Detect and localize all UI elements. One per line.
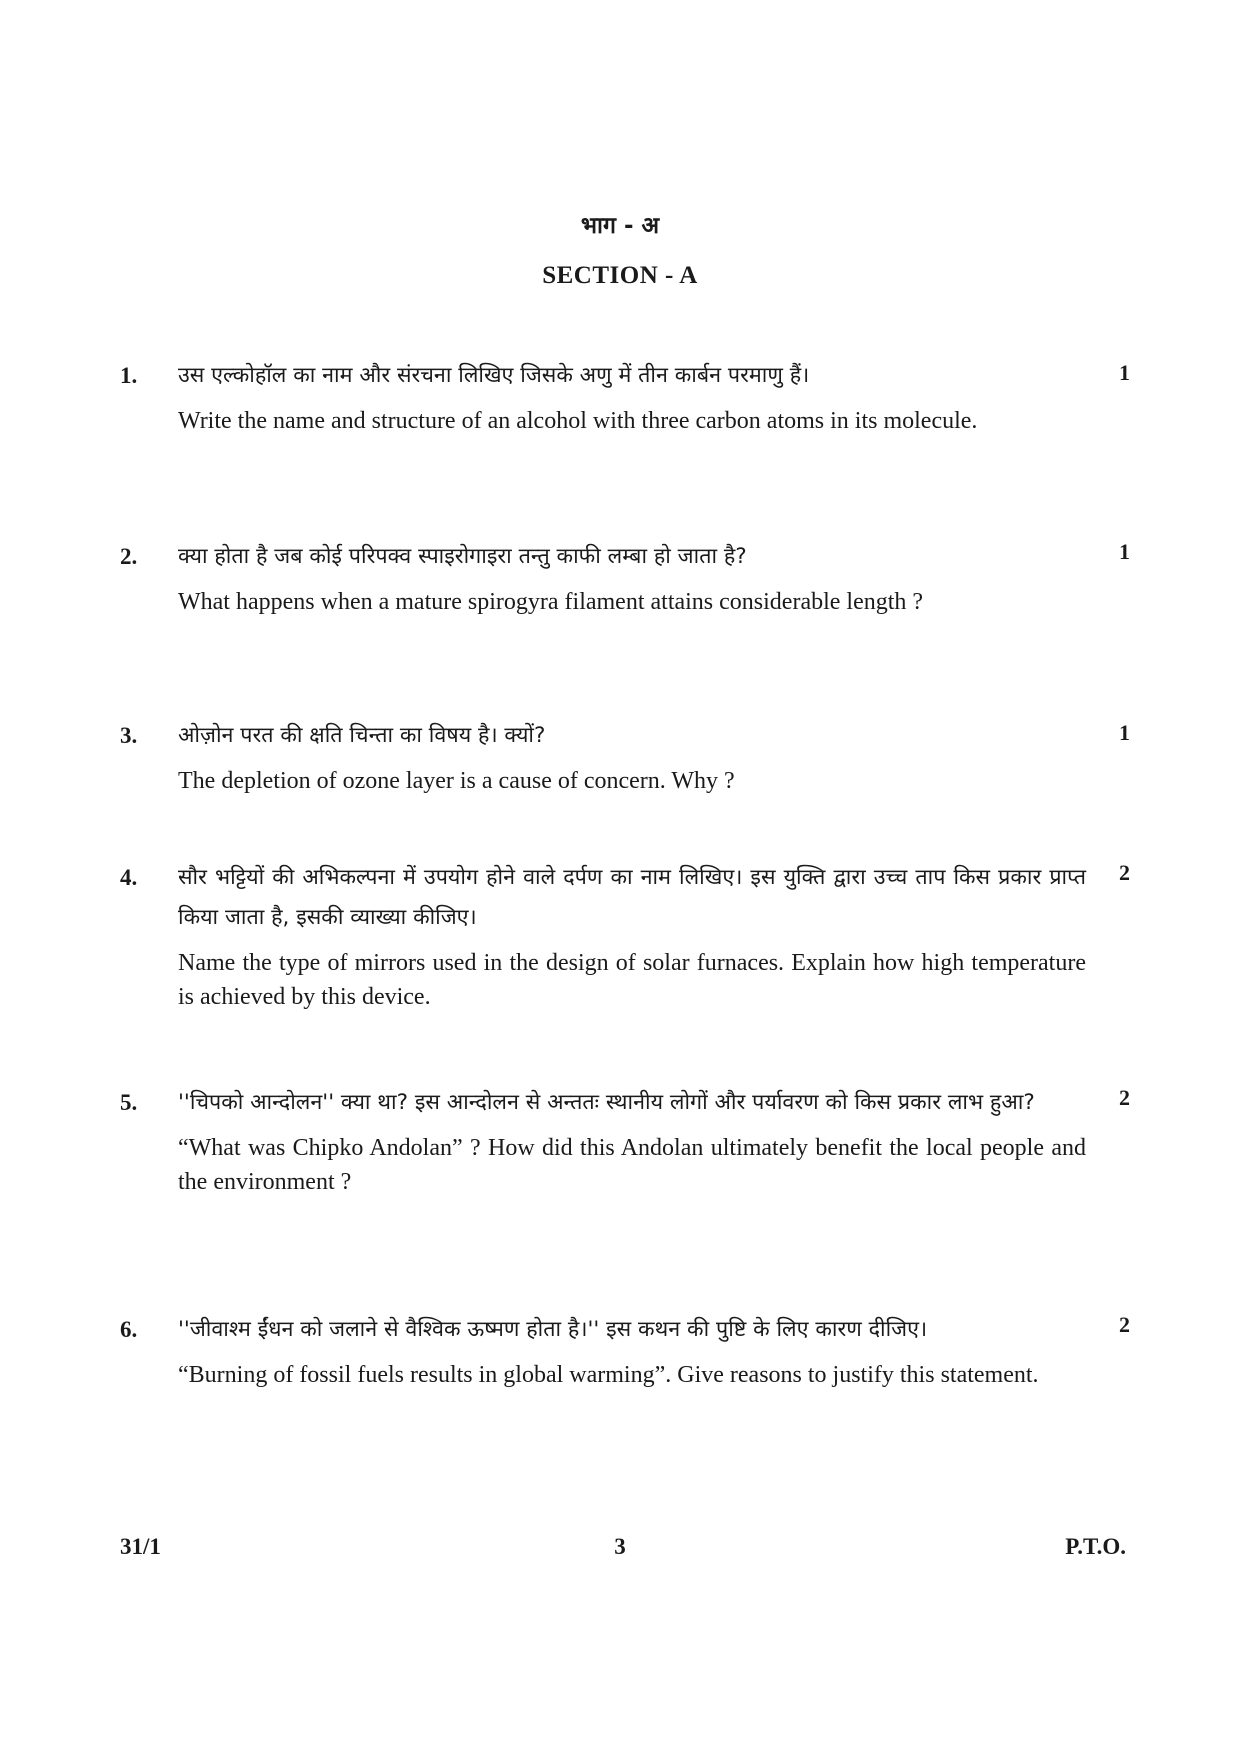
question-number: 5. [120, 1090, 138, 1115]
section-heading-hindi: भाग - अ [580, 213, 660, 239]
question-marks: 2 [1119, 860, 1130, 885]
please-turn-over: P.T.O. [1065, 1534, 1126, 1559]
question-text-english: What happens when a mature spirogyra filament attains considerable length ? [178, 589, 924, 615]
question-number: 3. [120, 723, 138, 748]
question-body [178, 716, 1086, 798]
question-marks: 1 [1119, 720, 1130, 745]
question-marks: 2 [1119, 1085, 1130, 1110]
question-text-english: Write the name and structure of an alcohol with three carbon atoms in its molecule. [178, 408, 978, 434]
question-number: 1. [120, 363, 138, 388]
section-heading-english: SECTION - A [542, 262, 698, 289]
question-text-english: The depletion of ozone layer is a cause of concern. Why ? [178, 768, 735, 794]
question-number: 2. [120, 544, 138, 569]
paper-code: 31/1 [120, 1534, 161, 1559]
question-text-english: Name the type of mirrors used in the design of solar furnaces. Explain how high temperature is achieved by this device. [178, 950, 1086, 1010]
question-text-hindi: उस एल्कोहॉल का नाम और संरचना लिखिए जिसके अणु में तीन कार्बन परमाणु हैं। [178, 363, 810, 388]
question-text-hindi: क्या होता है जब कोई परिपक्व स्पाइरोगाइरा तन्तु काफी लम्बा हो जाता है? [178, 544, 747, 569]
question-text-english: “Burning of fossil fuels results in global warming”. Give reasons to justify this statement. [178, 1362, 1039, 1388]
question-text-english: “What was Chipko Andolan” ? How did this Andolan ultimately benefit the local people and the environment ? [178, 1135, 1086, 1195]
question-text-hindi: ओज़ोन परत की क्षति चिन्ता का विषय है। क्यों? [178, 723, 546, 748]
question-text-hindi: ''चिपको आन्दोलन'' क्या था? इस आन्दोलन से अन्ततः स्थानीय लोगों और पर्यावरण को किस प्रकार लाभ हुआ? [178, 1090, 1035, 1115]
question-marks: 1 [1119, 360, 1130, 385]
question-body [178, 537, 1086, 619]
question-body [178, 858, 1086, 1014]
question-text-hindi: ''जीवाश्म ईंधन को जलाने से वैश्विक ऊष्मण होता है।'' इस कथन की पुष्टि के लिए कारण दीजिए। [178, 1317, 928, 1342]
question-marks: 1 [1119, 539, 1130, 564]
question-body [178, 1310, 1086, 1392]
question-number: 6. [120, 1317, 138, 1342]
question-text-hindi: सौर भट्टियों की अभिकल्पना में उपयोग होने वाले दर्पण का नाम लिखिए। इस युक्ति द्वारा उच्च ताप किस प्रकार प्राप्त किया जाता है, इसकी व्याख्या कीजिए। [178, 865, 1086, 930]
question-marks: 2 [1119, 1312, 1130, 1337]
question-body [178, 1083, 1086, 1199]
question-body [178, 356, 1086, 438]
page-number: 3 [614, 1534, 626, 1559]
question-number: 4. [120, 865, 138, 890]
